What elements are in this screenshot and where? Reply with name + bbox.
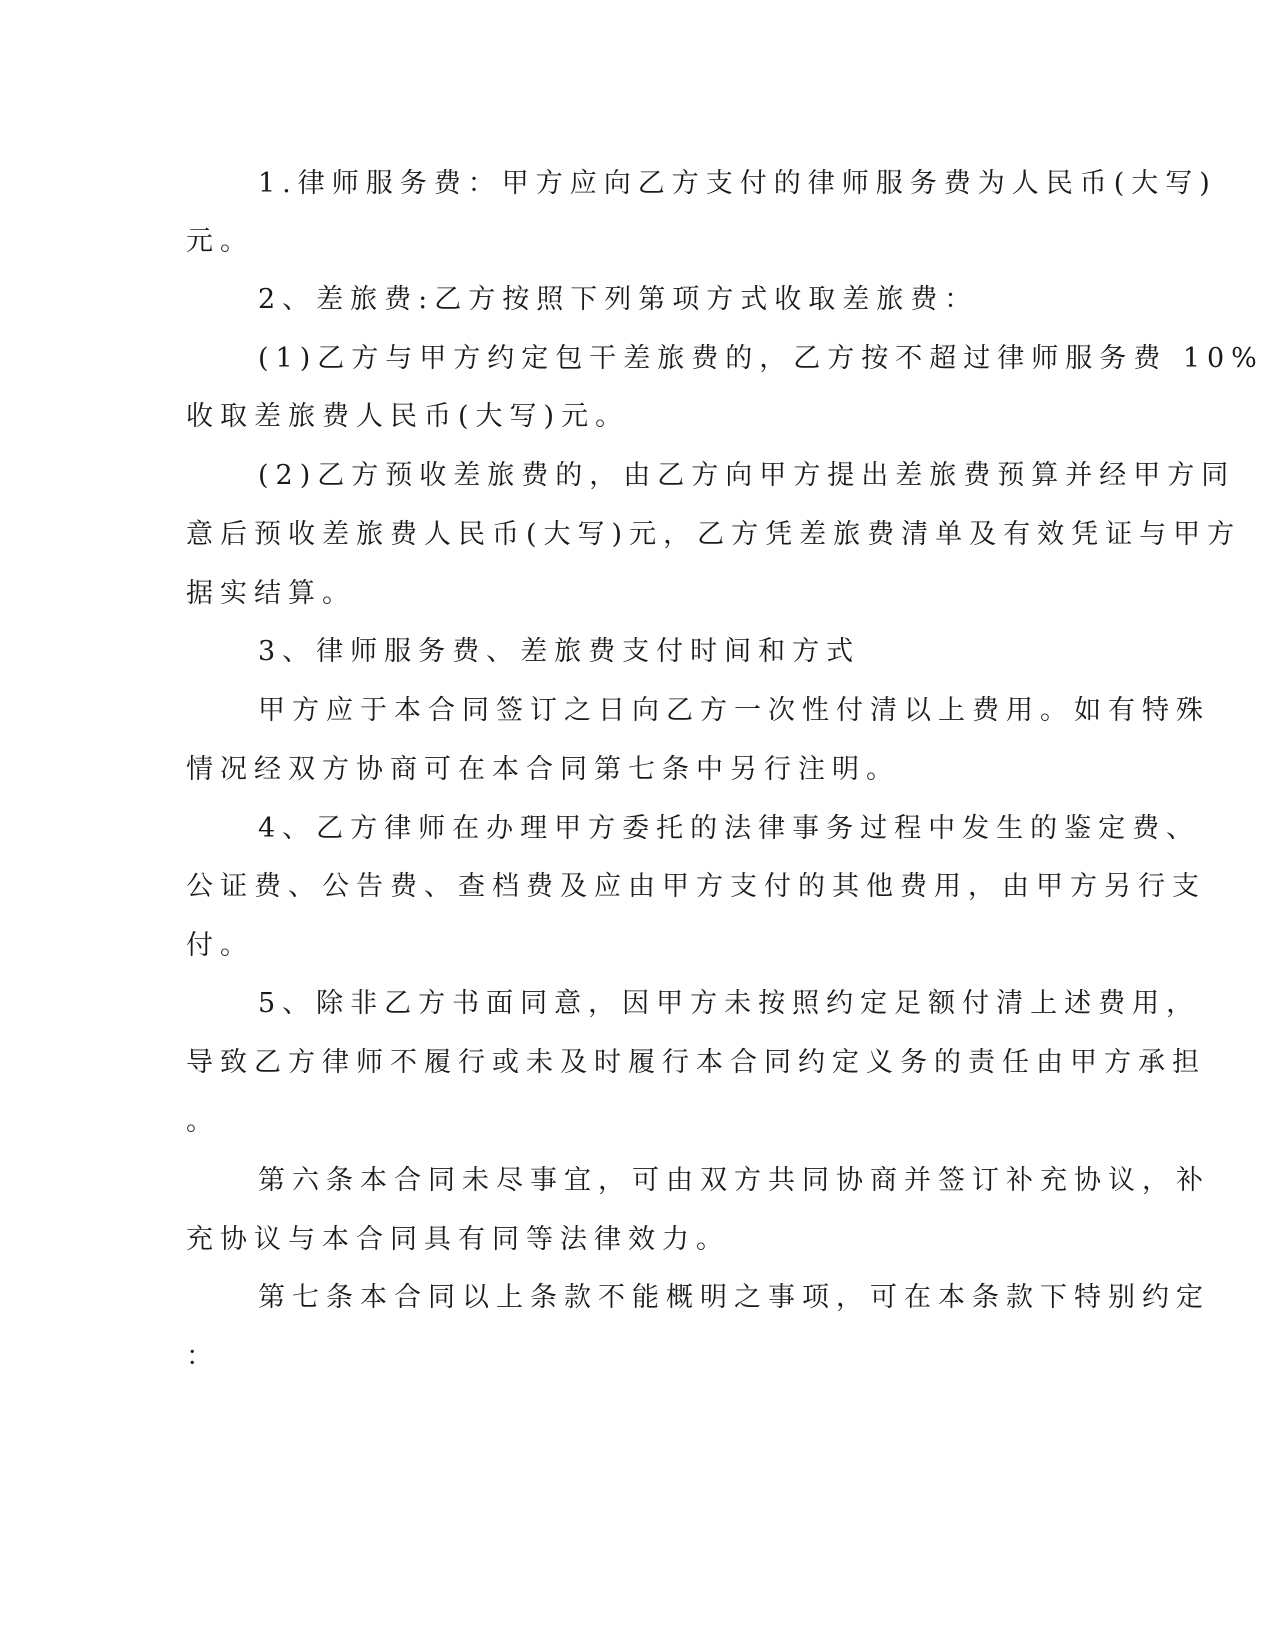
paragraph-1-line-2: 元。	[186, 226, 254, 257]
paragraph-8-line-3: 。	[186, 1106, 220, 1137]
paragraph-9-line-2: 充协议与本合同具有同等法律效力。	[186, 1224, 730, 1255]
paragraph-7-line-2: 公证费、公告费、查档费及应由甲方支付的其他费用，由甲方另行支	[186, 871, 1206, 902]
paragraph-4-line-3: 据实结算。	[186, 578, 356, 609]
paragraph-4-line-1: (2)乙方预收差旅费的，由乙方向甲方提出差旅费预算并经甲方同	[258, 460, 1236, 491]
paragraph-6-line-2: 情况经双方协商可在本合同第七条中另行注明。	[186, 754, 900, 785]
paragraph-3-line-2: 收取差旅费人民币(大写)元。	[186, 401, 630, 432]
paragraph-6-line-1: 甲方应于本合同签订之日向乙方一次性付清以上费用。如有特殊	[258, 695, 1210, 726]
paragraph-10-line-2: ：	[186, 1341, 220, 1372]
paragraph-5-line-1: 3、律师服务费、差旅费支付时间和方式	[258, 636, 861, 667]
paragraph-10-line-1: 第七条本合同以上条款不能概明之事项，可在本条款下特别约定	[258, 1282, 1210, 1313]
paragraph-2-line-1: 2、差旅费:乙方按照下列第项方式收取差旅费：	[258, 284, 979, 315]
paragraph-9-line-1: 第六条本合同未尽事宜，可由双方共同协商并签订补充协议，补	[258, 1165, 1210, 1196]
paragraph-8-line-2: 导致乙方律师不履行或未及时履行本合同约定义务的责任由甲方承担	[186, 1047, 1206, 1078]
paragraph-7-line-3: 付。	[186, 930, 254, 961]
paragraph-3-line-1: (1)乙方与甲方约定包干差旅费的，乙方按不超过律师服务费 10%	[258, 343, 1264, 374]
paragraph-4-line-2: 意后预收差旅费人民币(大写)元，乙方凭差旅费清单及有效凭证与甲方	[186, 519, 1242, 550]
paragraph-7-line-1: 4、乙方律师在办理甲方委托的法律事务过程中发生的鉴定费、	[258, 813, 1201, 844]
paragraph-8-line-1: 5、除非乙方书面同意，因甲方未按照约定足额付清上述费用，	[258, 988, 1201, 1019]
paragraph-1-line-1: 1.律师服务费：甲方应向乙方支付的律师服务费为人民币(大写)	[258, 168, 1217, 199]
